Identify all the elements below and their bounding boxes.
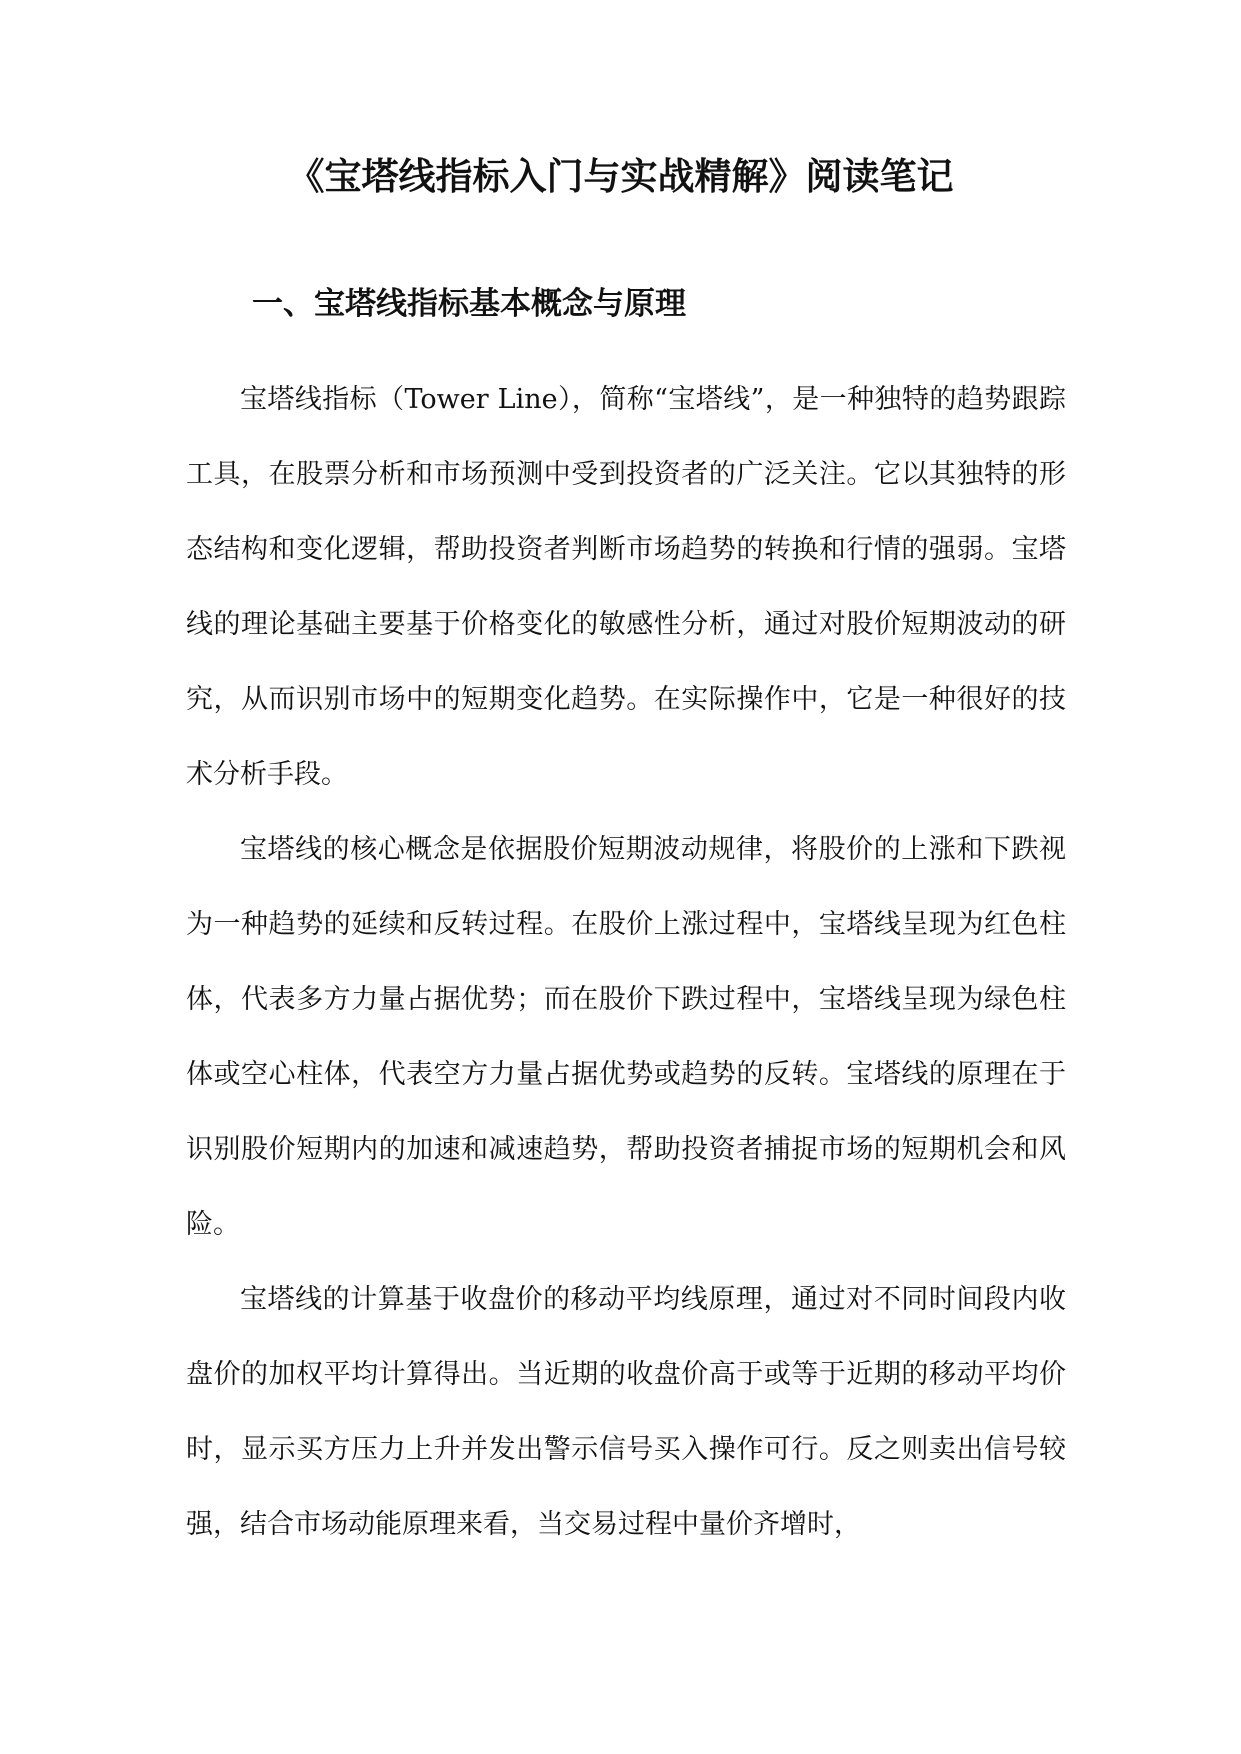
document-title: 《宝塔线指标入门与实战精解》阅读笔记 [287,154,954,198]
section-heading: 一、宝塔线指标基本概念与原理 [252,286,686,322]
paragraph-2: 宝塔线的核心概念是依据股价短期波动规律，将股价的上涨和下跌视为一种趋势的延续和反转过程。在股价上涨过程中，宝塔线呈现为红色柱体，代表多方力量占据优势；而在股价下跌过程中，宝塔线呈现为绿色柱体或空心柱体，代表空方力量占据优势或趋势的反转。宝塔线的原理在于识别股价短期内的加速和减速趋势，帮助投资者捕捉市场的短期机会和风险。 [186,834,1066,1240]
paragraph-3: 宝塔线的计算基于收盘价的移动平均线原理，通过对不同时间段内收盘价的加权平均计算得出。当近期的收盘价高于或等于近期的移动平均价时，显示买方压力上升并发出警示信号买入操作可行。反之则卖出信号较强，结合市场动能原理来看，当交易过程中量价齐增时， [186,1284,1066,1540]
section-body [186,362,1066,1562]
paragraph-1: 宝塔线指标（Tower Line），简称“宝塔线”，是一种独特的趋势跟踪工具，在股票分析和市场预测中受到投资者的广泛关注。它以其独特的形态结构和变化逻辑，帮助投资者判断市场趋势的转换和行情的强弱。宝塔线的理论基础主要基于价格变化的敏感性分析，通过对股价短期波动的研究，从而识别市场中的短期变化趋势。在实际操作中，它是一种很好的技术分析手段。 [186,384,1066,790]
